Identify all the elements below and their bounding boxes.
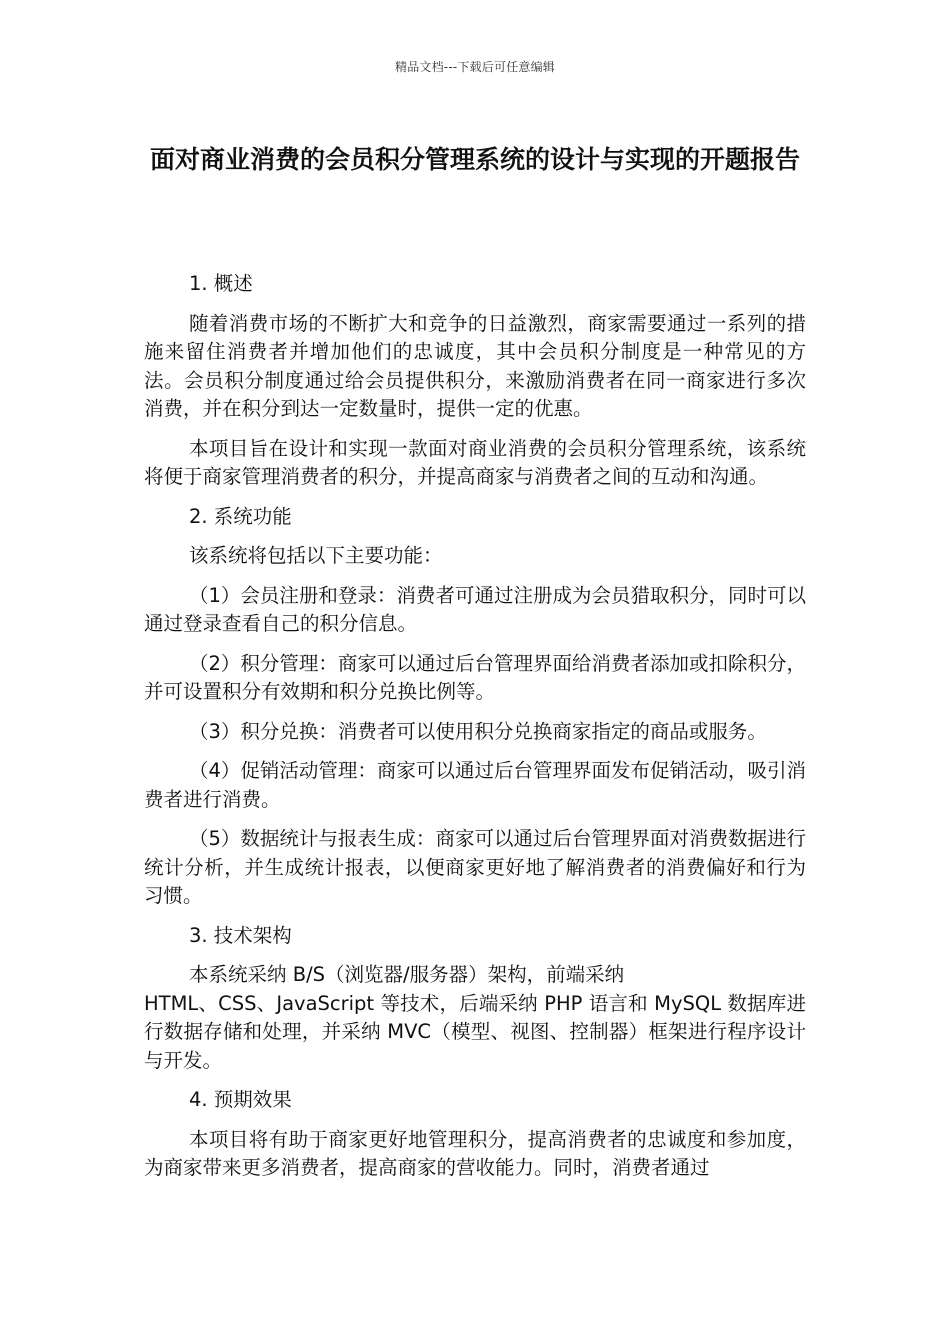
expected-paragraph: 本项目将有助于商家更好地管理积分，提高消费者的忠诚度和参加度，为商家带来更多消费者，提高商家的营收能力。同时，消费者通过	[144, 1127, 806, 1179]
section-heading-expected: 4. 预期效果	[189, 1088, 292, 1111]
architecture-paragraph	[144, 961, 806, 1075]
function-item-1: （1）会员注册和登录：消费者可通过注册成为会员猎取积分，同时可以通过登录查看自己的积分信息。	[144, 583, 806, 635]
function-item-3: （3）积分兑换：消费者可以使用积分兑换商家指定的商品或服务。	[189, 719, 767, 743]
function-item-5: （5）数据统计与报表生成：商家可以通过后台管理界面对消费数据进行统计分析，并生成统计报表，以便商家更好地了解消费者的消费偏好和行为习惯。	[144, 827, 806, 907]
section-heading-overview: 1. 概述	[189, 272, 253, 295]
architecture-line-rest: HTML、CSS、JavaScript 等技术，后端采纳 PHP 语言和 MySQL 数据库进行数据存储和处理，并采纳 MVC（模型、视图、控制器）框架进行程序设计与开发。	[144, 991, 806, 1072]
overview-paragraph-2: 本项目旨在设计和实现一款面对商业消费的会员积分管理系统，该系统将便于商家管理消费者的积分，并提高商家与消费者之间的互动和沟通。	[144, 436, 806, 488]
section-heading-architecture: 3. 技术架构	[189, 923, 292, 947]
overview-paragraph-1: 随着消费市场的不断扩大和竞争的日益激烈，商家需要通过一系列的措施来留住消费者并增加他们的忠诚度，其中会员积分制度是一种常见的方法。会员积分制度通过给会员提供积分，来激励消费者在同一商家进行多次消费，并在积分到达一定数量时，提供一定的优惠。	[144, 311, 806, 420]
function-item-4: （4）促销活动管理：商家可以通过后台管理界面发布促销活动，吸引消费者进行消费。	[144, 759, 806, 811]
functions-intro: 该系统将包括以下主要功能：	[189, 544, 443, 567]
document-body	[144, 270, 806, 1194]
function-item-2: （2）积分管理：商家可以通过后台管理界面给消费者添加或扣除积分，并可设置积分有效期和积分兑换比例等。	[144, 651, 806, 703]
document-title: 面对商业消费的会员积分管理系统的设计与实现的开题报告	[149, 145, 800, 174]
header-note: 精品文档---下载后可任意编辑	[395, 60, 555, 74]
architecture-line-1: 本系统采纳 B/S（浏览器/服务器）架构，前端采纳	[189, 963, 625, 986]
section-heading-functions: 2. 系统功能	[189, 504, 292, 528]
